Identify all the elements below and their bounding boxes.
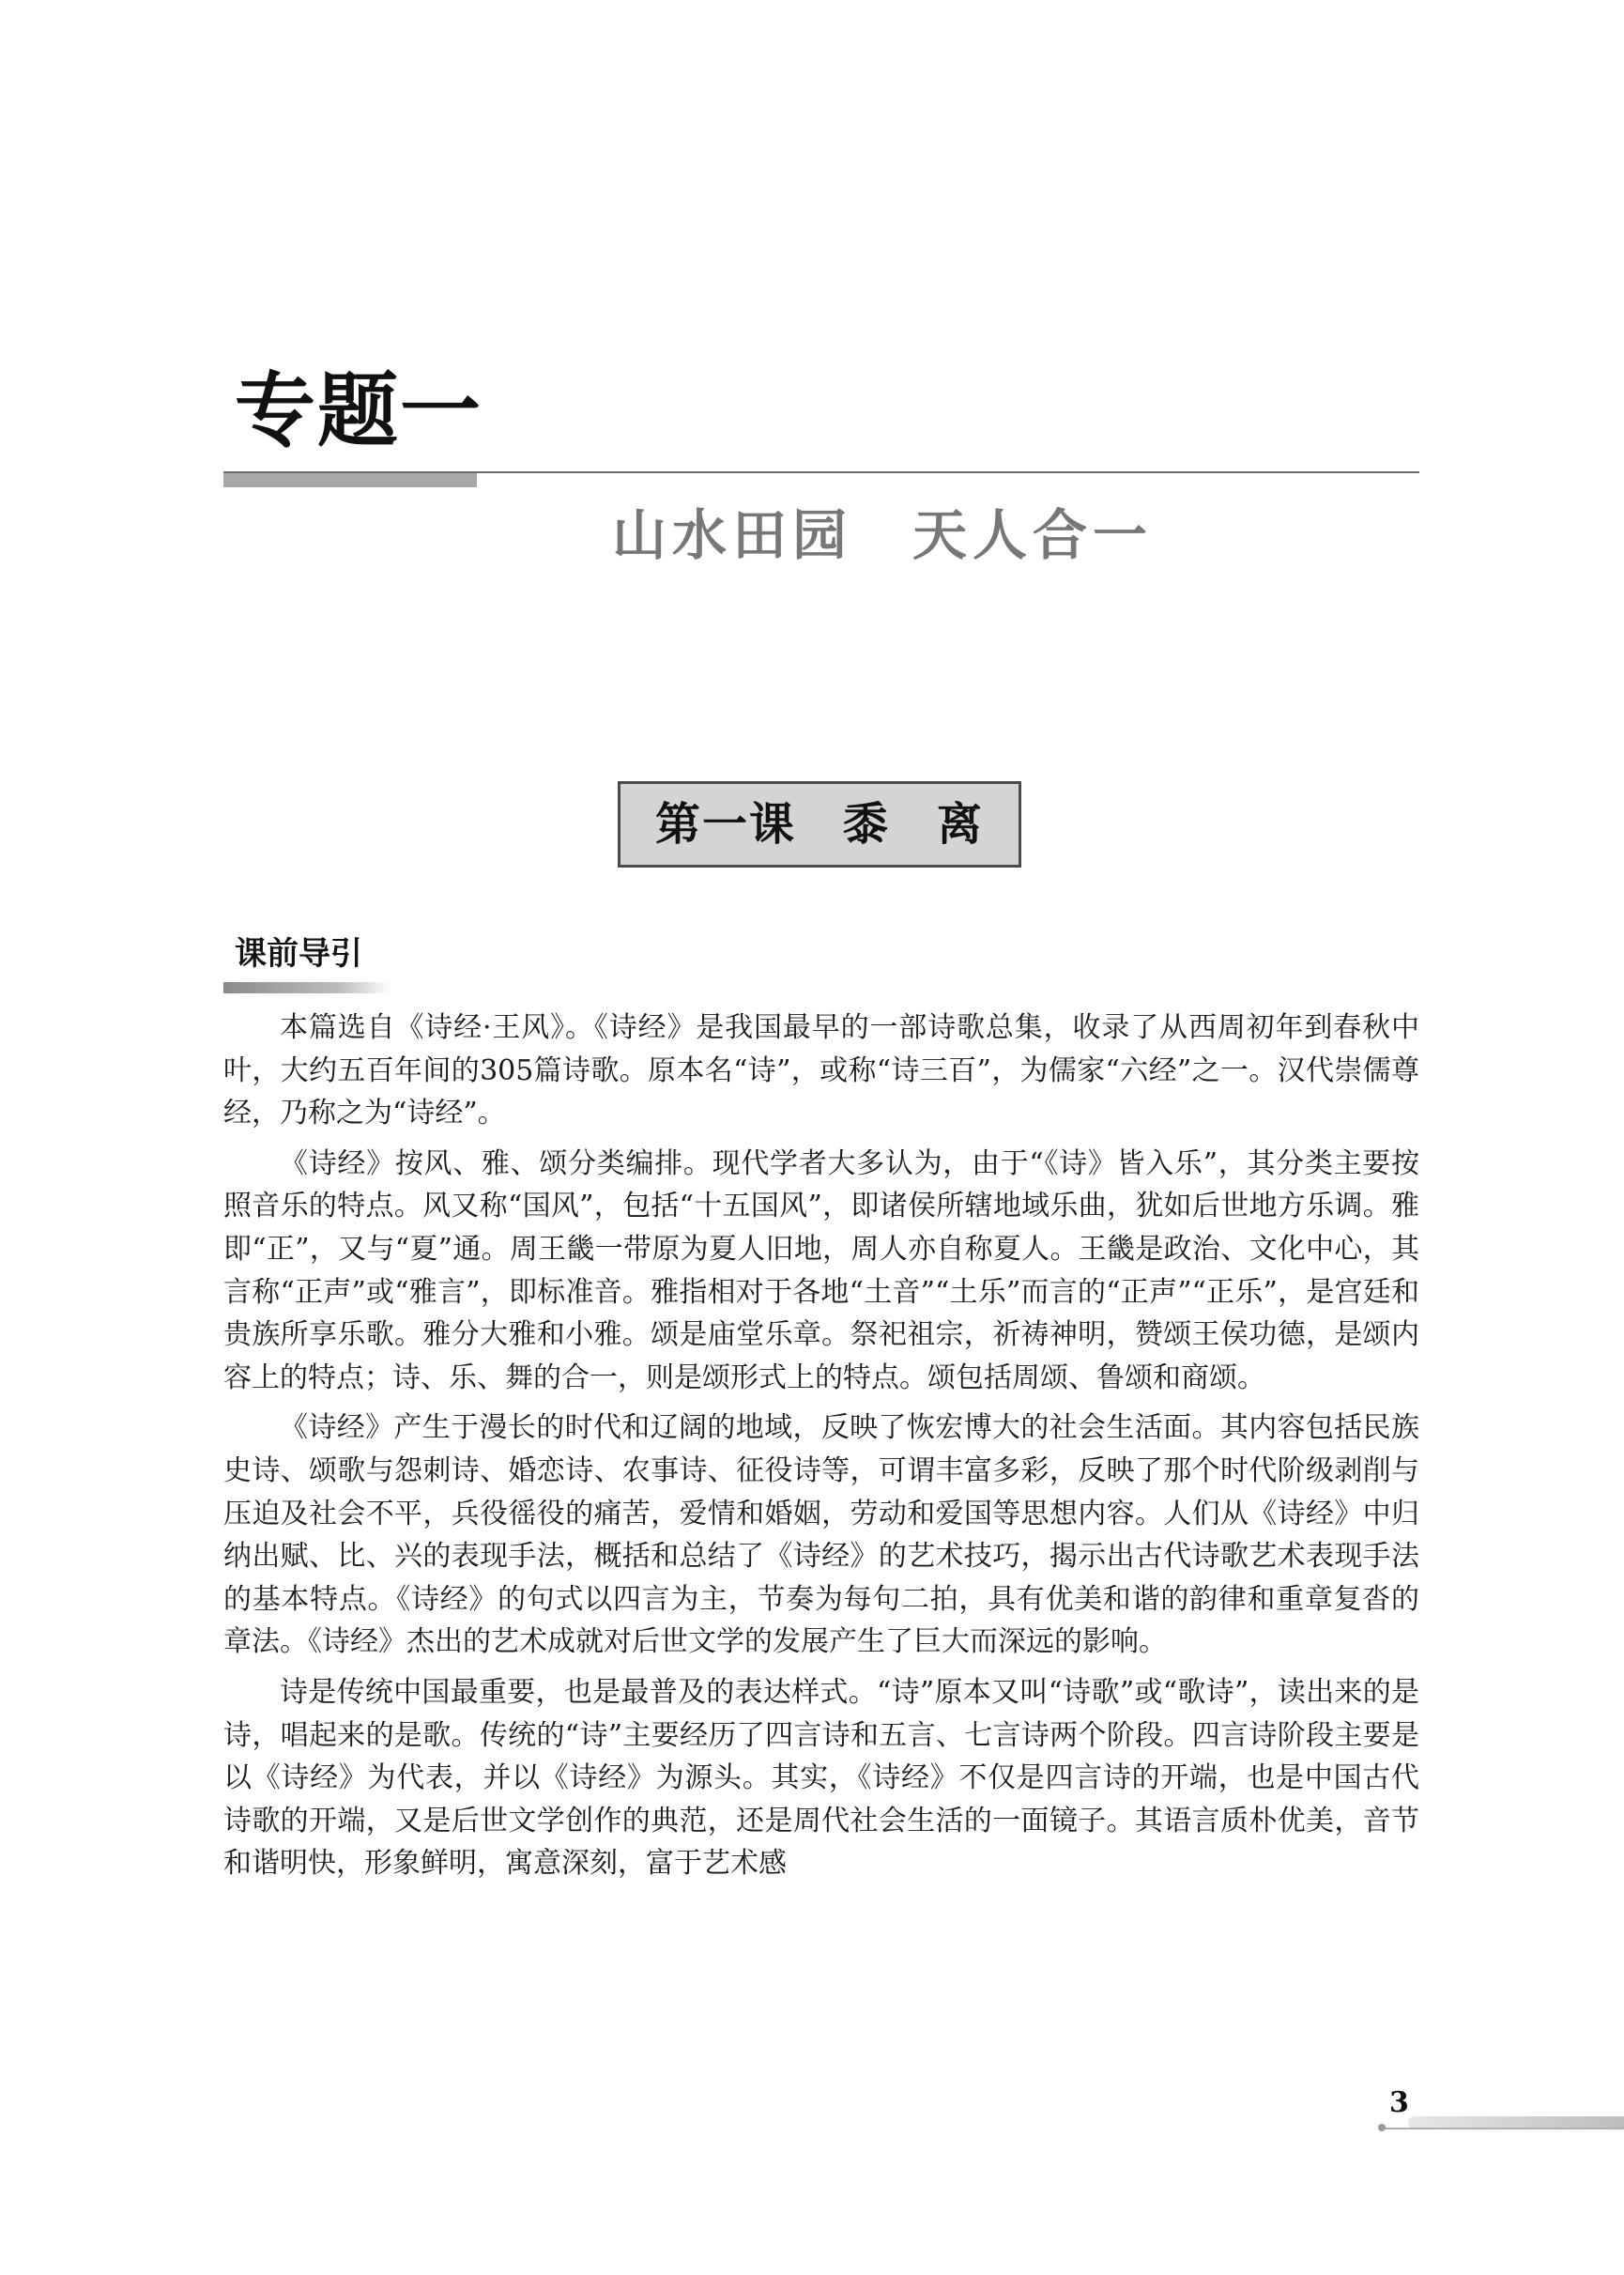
paragraph-3: 《诗经》产生于漫长的时代和辽阔的地域，反映了恢宏博大的社会生活面。其内容包括民族史诗、颂歌与怨刺诗、婚恋诗、农事诗、征役诗等，可谓丰富多彩，反映了那个时代阶级剥削与压迫及社会不平，兵役徭役的痛苦，爱情和婚姻，劳动和爱国等思想内容。人们从《诗经》中归纳出赋、比、兴的表现手法，概括和总结了《诗经》的艺术技巧，揭示出古代诗歌艺术表现手法的基本特点。《诗经》的句式以四言为主，节奏为每句二拍，具有优美和谐的韵律和重章复沓的章法。《诗经》杰出的艺术成就对后世文学的发展产生了巨大而深远的影响。 (223, 1411, 1419, 1659)
paragraph-2: 《诗经》按风、雅、颂分类编排。现代学者大多认为，由于“《诗》皆入乐”，其分类主要按照音乐的特点。风又称“国风”，包括“十五国风”，即诸侯所辖地域乐曲，犹如后世地方乐调。雅即“正”，又与“夏”通。周王畿一带原为夏人旧地，周人亦自称夏人。王畿是政治、文化中心，其言称“正声”或“雅言”，即标准音。雅指相对于各地“土音”“土乐”而言的“正声”“正乐”，是宫廷和贵族所享乐歌。雅分大雅和小雅。颂是庙堂乐章。祭祀祖宗，祈祷神明，赞颂王侯功德，是颂内容上的特点；诗、乐、舞的合一，则是颂形式上的特点。颂包括周颂、鲁颂和商颂。 (223, 1146, 1419, 1394)
lesson-title: 第一课 黍 离 (618, 781, 1021, 868)
section-heading-underline (223, 982, 391, 993)
section-heading: 课前导引 (235, 935, 362, 973)
page-number: 3 (1389, 2086, 1409, 2119)
paragraph-4: 诗是传统中国最重要，也是最普及的表达样式。“诗”原本又叫“诗歌”或“歌诗”，读出来的是诗，唱起来的是歌。传统的“诗”主要经历了四言诗和五言、七言诗两个阶段。四言诗阶段主要是以《诗经》为代表，并以《诗经》为源头。其实，《诗经》不仅是四言诗的开端，也是中国古代诗歌的开端，又是后世文学创作的典范，还是周代社会生活的一面镜子。其语言质朴优美，音节和谐明快，形象鲜明，寓意深刻，富于艺术感 (223, 1675, 1419, 1881)
footer-line (1380, 2128, 1624, 2129)
footer-dot (1378, 2124, 1386, 2131)
body-text (223, 1007, 1419, 1893)
topic-title: 专题一 (235, 363, 483, 458)
header-rule-accent (223, 473, 477, 487)
paragraph-1: 本篇选自《诗经·王风》。《诗经》是我国最早的一部诗歌总集，收录了从西周初年到春秋中叶，大约五百年间的305篇诗歌。原本名“诗”，或称“诗三百”，为儒家“六经”之一。汉代崇儒尊经，乃称之为“诗经”。 (223, 1011, 1419, 1130)
topic-subtitle: 山水田园 天人合一 (611, 503, 1153, 567)
